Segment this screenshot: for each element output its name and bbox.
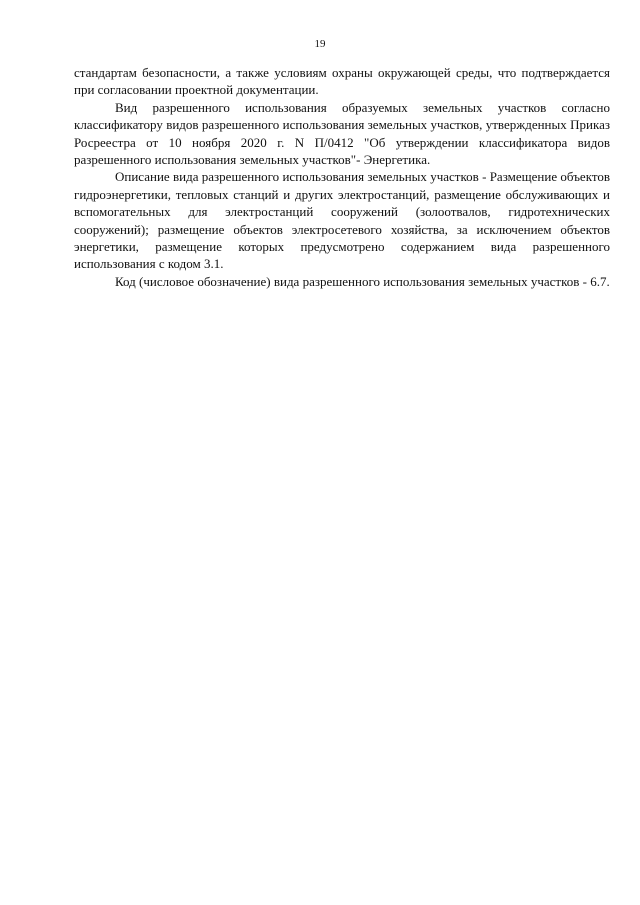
paragraph-safety-standards: стандартам безопасности, а также условиям охраны окружающей среды, что подтверждается при согласовании проектной документации. bbox=[74, 65, 610, 98]
paragraph-permitted-use-type: Вид разрешенного использования образуемых земельных участков согласно классификатору видов разрешенного использования земельных участков, утвержденных Приказ Росреестра от 10 ноября 2020 г. N П/0412 "Об утверждении классификатора видов разрешенного использования земельных участков"- Энергетика. bbox=[74, 99, 610, 168]
page-number: 19 bbox=[314, 38, 326, 50]
document-body bbox=[74, 64, 610, 290]
paragraph-permitted-use-code: Код (числовое обозначение) вида разрешенного использования земельных участков - 6.7. bbox=[115, 273, 610, 289]
paragraph-permitted-use-description: Описание вида разрешенного использования земельных участков - Размещение объектов гидроэнергетики, тепловых станций и других электростанций, размещение обслуживающих и вспомогательных для электростанций сооружений (золоотвалов, гидротехнических сооружений); размещение объектов электросетевого хозяйства, за исключением объектов энергетики, размещение которых предусмотрено содержанием вида разрешенного использования с кодом 3.1. bbox=[74, 169, 610, 272]
